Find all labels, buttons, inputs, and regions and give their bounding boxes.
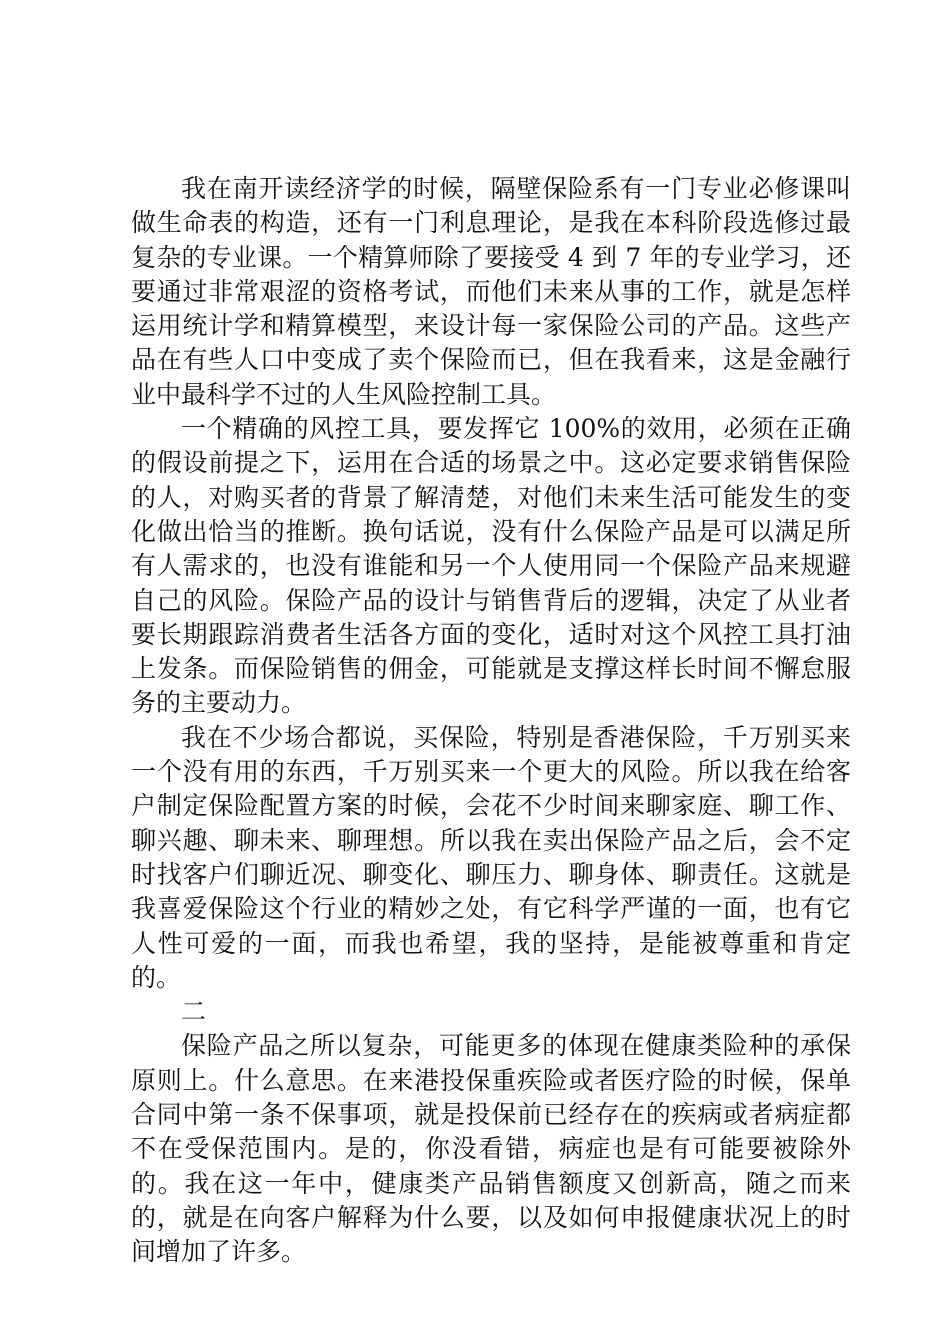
body-text bbox=[131, 172, 851, 1270]
paragraph-4: 保险产品之所以复杂，可能更多的体现在健康类险种的承保原则上。什么意思。在来港投保重疾险或者医疗险的时候，保单合同中第一条不保事项，就是投保前已经存在的疾病或者病症都不在受保范围内。是的，你没看错，病症也是有可能要被除外的。我在这一年中，健康类产品销售额度又创新高，随之而来的，就是在向客户解释为什么要，以及如何申报健康状况上的时间增加了许多。 bbox=[131, 1031, 851, 1267]
paragraph-1: 我在南开读经济学的时候，隔壁保险系有一门专业必修课叫做生命表的构造，还有一门利息理论，是我在本科阶段选修过最复杂的专业课。一个精算师除了要接受 4 到 7 年的专业学习，还要通过非常艰涩的资格考试，而他们未来从事的工作，就是怎样运用统计学和精算模型，来设计每一家保险公司的产品。这些产品在有些人口中变成了卖个保险而已，但在我看来，这是金融行业中最科学不过的人生风险控制工具。 bbox=[131, 174, 851, 409]
paragraph-2: 一个精确的风控工具，要发挥它 100%的效用，必须在正确的假设前提之下，运用在合适的场景之中。这必定要求销售保险的人，对购买者的背景了解清楚，对他们未来生活可能发生的变化做出恰当的推断。换句话说，没有什么保险产品是可以满足所有人需求的，也没有谁能和另一个人使用同一个保险产品来规避自己的风险。保险产品的设计与销售背后的逻辑，决定了从业者要长期跟踪消费者生活各方面的变化，适时对这个风控工具打油上发条。而保险销售的佣金，可能就是支撑这样长时间不懈怠服务的主要动力。 bbox=[131, 414, 851, 718]
paragraph-3: 我在不少场合都说，买保险，特别是香港保险，千万别买来一个没有用的东西，千万别买来一个更大的风险。所以我在给客户制定保险配置方案的时候，会花不少时间来聊家庭、聊工作、聊兴趣、聊未来、聊理想。所以我在卖出保险产品之后，会不定时找客户们聊近况、聊变化、聊压力、聊身体、聊责任。这就是我喜爱保险这个行业的精妙之处，有它科学严谨的一面，也有它人性可爱的一面，而我也希望，我的坚持，是能被尊重和肯定的。 bbox=[131, 722, 851, 992]
section-heading-2: 二 bbox=[181, 997, 207, 1027]
